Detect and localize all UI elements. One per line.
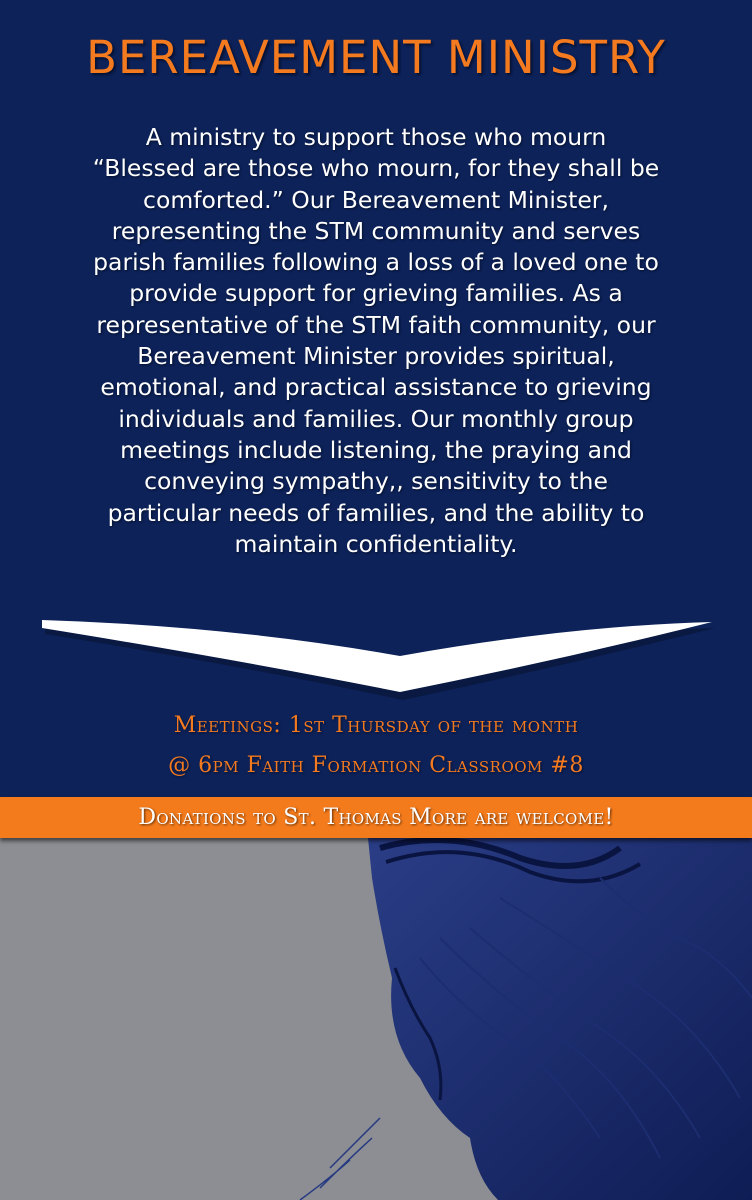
description-line: particular needs of families, and the ability to	[107, 498, 645, 527]
christ-silhouette-image	[0, 838, 752, 1200]
description-line: conveying sympathy,, sensitivity to the	[144, 467, 608, 496]
meeting-date: Meetings: 1st Thursday of the month	[173, 713, 579, 738]
description-line: Bereavement Minister provides spiritual,	[137, 342, 615, 371]
chevron-divider	[0, 610, 752, 700]
meeting-info	[0, 706, 752, 786]
meeting-location: @ 6pm Faith Formation Classroom #8	[168, 753, 584, 778]
description-line: meetings include listening, the praying and	[120, 435, 632, 464]
description-line: provide support for grieving families. As a	[129, 279, 623, 308]
page-title: BEREAVEMENT MINISTRY	[86, 31, 666, 84]
donation-banner: Donations to St. Thomas More are welcome!	[0, 797, 752, 838]
description-line: emotional, and practical assistance to grieving	[100, 373, 652, 402]
description-line: maintain confidentiality.	[234, 529, 518, 558]
description-line: parish families following a loss of a loved one to	[93, 248, 659, 277]
ministry-description	[48, 122, 704, 560]
description-line: representing the STM community and serves	[111, 216, 641, 245]
description-line: representative of the STM faith community, our	[96, 310, 656, 339]
description-line: individuals and families. Our monthly group	[118, 404, 634, 433]
description-line: “Blessed are those who mourn, for they shall be	[92, 154, 660, 183]
description-line: A ministry to support those who mourn	[145, 123, 607, 151]
description-line: comforted.” Our Bereavement Minister,	[143, 185, 609, 214]
